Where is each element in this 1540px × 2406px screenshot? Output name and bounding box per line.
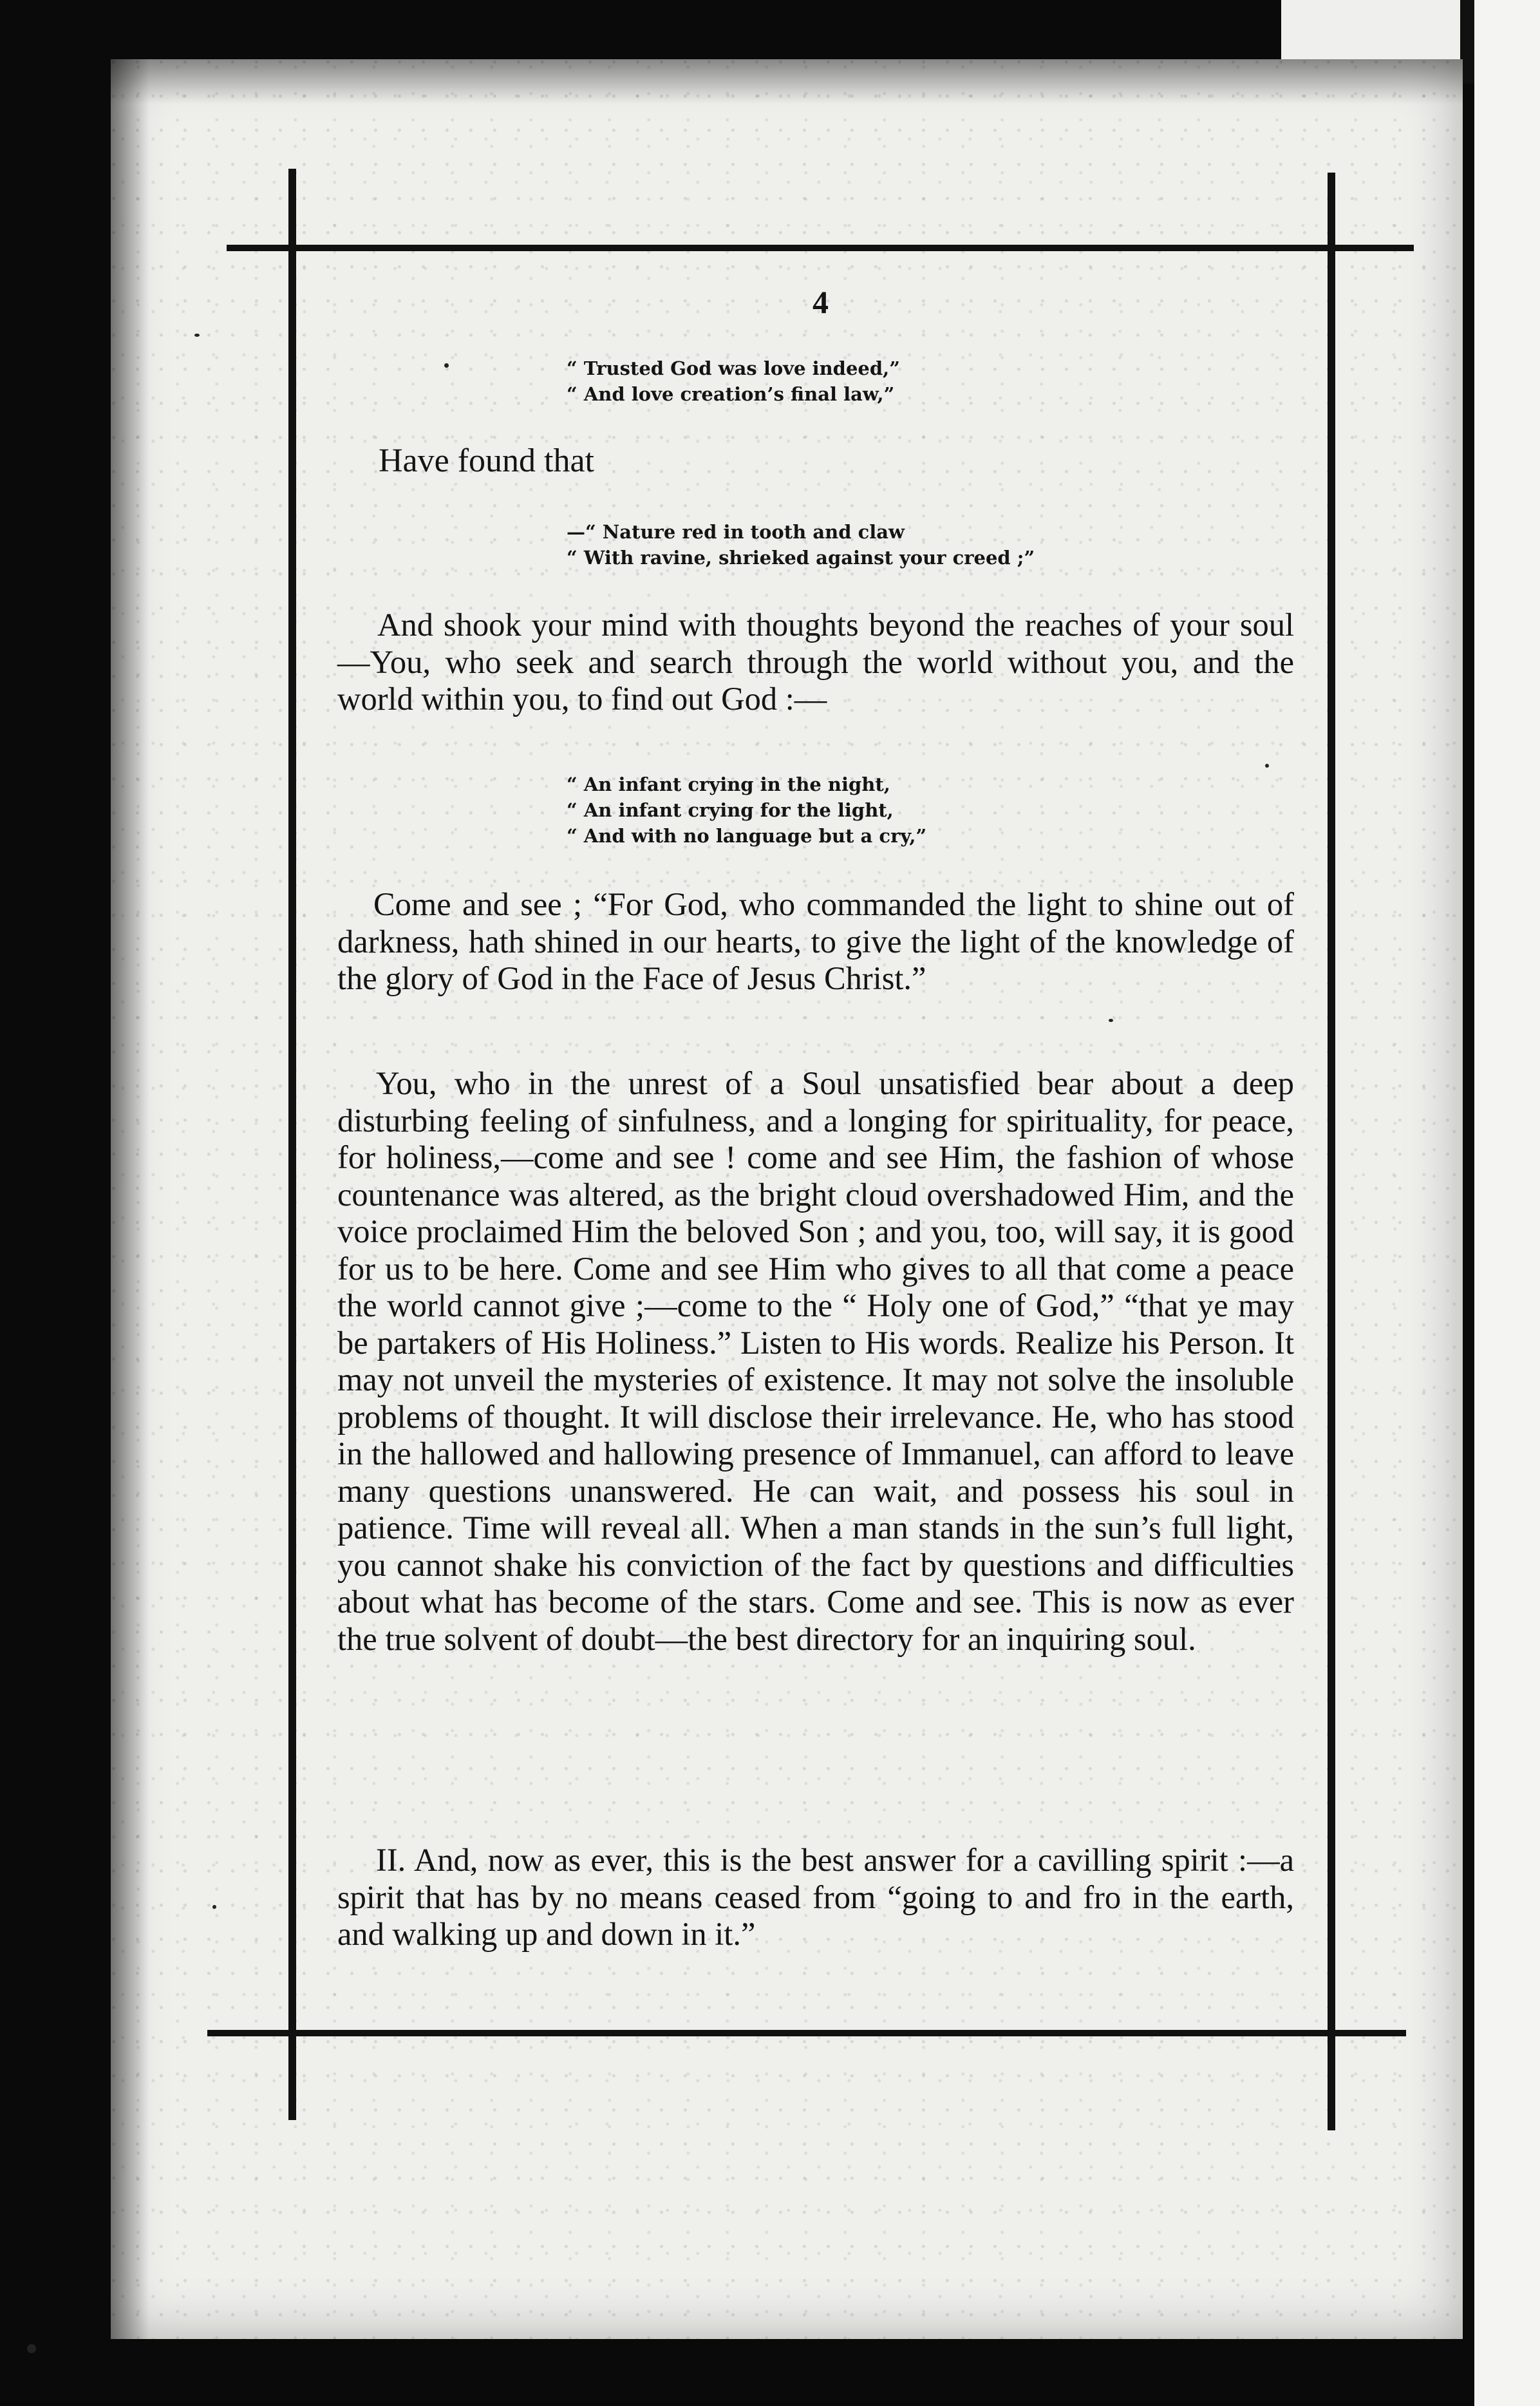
right-border-rule	[1328, 173, 1335, 2130]
verse-line: “ With ravine, shrieked against your creed ;”	[567, 547, 1035, 569]
scan-speck	[212, 1905, 216, 1909]
intro-line: Have found that	[379, 442, 595, 479]
paragraph-4: II. And, now as ever, this is the best answer for a cavilling spirit :—a spirit that has by no means ceased from “going to and fro in the earth, and walking up and down in it.”	[337, 1842, 1294, 1952]
verse-line: —“ Nature red in tooth and claw	[567, 521, 905, 543]
scan-speck	[194, 334, 200, 337]
paragraph-3: You, who in the unrest of a Soul unsatisfied bear about a deep disturbing feeling of sinfulness, and a longing for spirituality, for peace, for holiness,—come and see ! come and see Him, the fashion of whose countenance was altered, as the bright cloud overshadowed Him, and the voice proclaimed Him the beloved Son ; and you, too, will say, it is good for us to be here. Come and see Him who gives to all that come a peace the world cannot give ;—come to the “ Holy one of God,” “that ye may be partakers of His Holiness.” Listen to His words. Realize his Person. It may not unveil the mysteries of existence. It may not solve the insoluble problems of thought. It will disclose their irrelevance. He, who has stood in the hallowed and hallowing presence of Immanuel, can afford to leave many questions unanswered. He can wait, and possess his soul in patience. Time will reveal all. When a man stands in the sun’s full light, you cannot shake his conviction of the fact by questions and difficulties about what has become of the stars. Come and see. This is now as ever the true solvent of doubt—the best directory for an inquiring soul.	[337, 1065, 1294, 1657]
verse-quote-1	[567, 355, 900, 407]
verse-line: “ And love creation’s final law,”	[567, 383, 895, 405]
bottom-border-rule	[207, 2030, 1406, 2036]
page-number: 4	[812, 284, 829, 320]
page-edge-shadow	[111, 59, 149, 2339]
verse-line: “ An infant crying in the night,	[567, 773, 890, 795]
paragraph-1: And shook your mind with thoughts beyond the reaches of your soul—You, who seek and search through the world without you, and the world within you, to find out God :—	[337, 607, 1294, 717]
scan-speck	[1265, 764, 1269, 768]
paragraph-2: Come and see ; “For God, who commanded the light to shine out of darkness, hath shined in our hearts, to give the light of the knowledge of the glory of God in the Face of Jesus Christ.”	[337, 886, 1294, 996]
backing-sheet-strip	[1474, 0, 1540, 2406]
scan-speck	[444, 363, 449, 368]
verse-line: “ Trusted God was love indeed,”	[567, 357, 900, 379]
verse-quote-2	[567, 519, 1035, 571]
verse-quote-3	[567, 772, 926, 849]
verse-line: “ An infant crying for the light,	[567, 799, 894, 821]
page-edge-shadow-top	[111, 59, 1463, 104]
scan-speck	[27, 2344, 36, 2353]
top-border-rule	[227, 245, 1414, 251]
verse-line: “ And with no language but a cry,”	[567, 825, 927, 847]
scan-speck	[1109, 1019, 1113, 1022]
left-border-rule	[288, 169, 296, 2120]
